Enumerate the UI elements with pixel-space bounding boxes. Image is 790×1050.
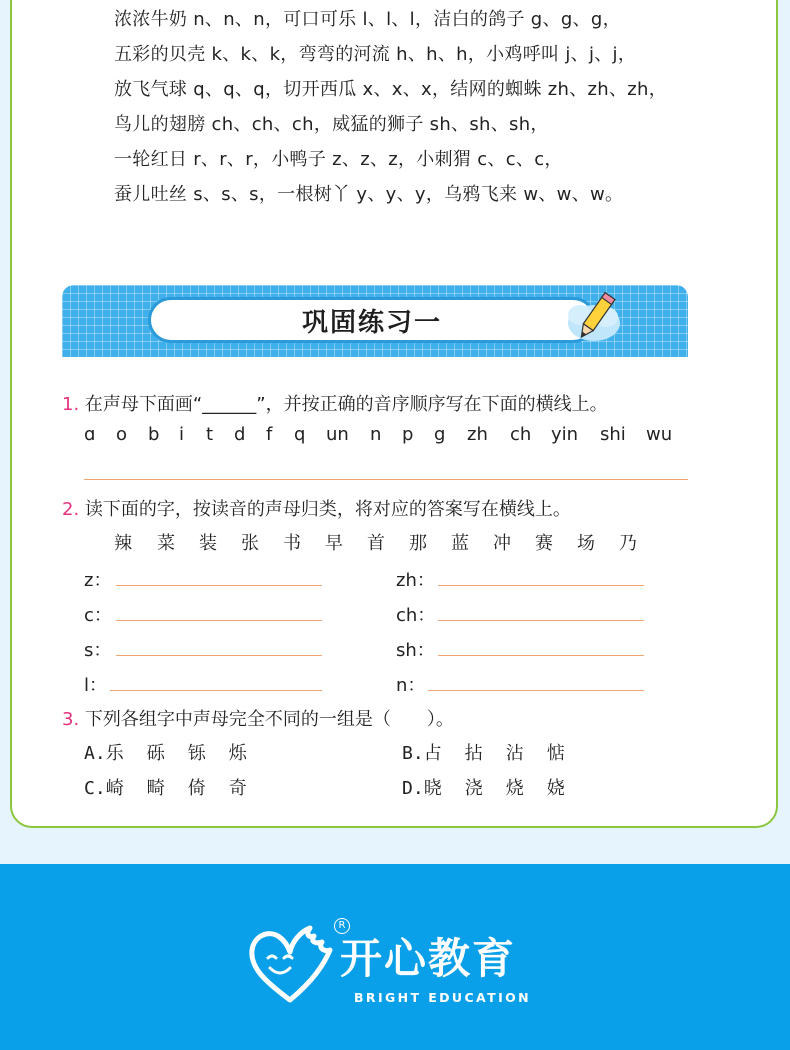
pinyin-letter: o: [116, 424, 128, 445]
pinyin-letter: t: [206, 424, 214, 445]
pinyin-letter: i: [179, 424, 185, 445]
brand-footer: [0, 864, 790, 1050]
hanzi-char: 蓝: [451, 533, 469, 554]
hanzi-char: 冲: [493, 533, 511, 554]
answer-line-sh[interactable]: [438, 655, 644, 656]
hanzi-char: 首: [367, 533, 385, 554]
option-char: 烧: [505, 778, 524, 799]
rhyme-line: 鸟儿的翅膀 ch、ch、ch，威猛的狮子 sh、sh、sh，: [114, 114, 549, 135]
hanzi-char: 张: [241, 533, 259, 554]
question-text: 下列各组字中声母完全不同的一组是（ ）。: [84, 709, 454, 730]
option-char: 倚: [187, 778, 206, 799]
hanzi-char: 菜: [157, 533, 175, 554]
option-key: D.: [402, 778, 424, 799]
pinyin-letter: n: [370, 424, 382, 445]
answer-line-c[interactable]: [116, 620, 322, 621]
option-char: 砾: [146, 743, 165, 764]
label-s: s：: [84, 640, 112, 661]
pinyin-letter: p: [402, 424, 414, 445]
option-char: 崎: [105, 778, 124, 799]
answer-line-l[interactable]: [110, 690, 322, 691]
option-char: 晓: [423, 778, 442, 799]
pinyin-letter: ch: [510, 424, 532, 445]
option-char: 浇: [464, 778, 483, 799]
question-number: 1.: [62, 394, 80, 415]
option-char: 奇: [228, 778, 247, 799]
label-z: z：: [84, 570, 112, 591]
character-row: [114, 529, 654, 557]
pinyin-letter: ɑ: [84, 424, 96, 445]
section-banner: [62, 285, 688, 357]
pinyin-letter: zh: [467, 424, 488, 445]
pinyin-letter: d: [234, 424, 246, 445]
rhyme-line: 浓浓牛奶 n、n、n，可口可乐 l、l、l，洁白的鸽子 g、g、g，: [114, 9, 621, 30]
answer-line-q1[interactable]: [84, 479, 688, 480]
question-text: 在声母下面画“______”，并按正确的音序顺序写在下面的横线上。: [84, 394, 608, 415]
option-char: 沾: [505, 743, 524, 764]
option-char: 铄: [187, 743, 206, 764]
answer-line-zh[interactable]: [438, 585, 644, 586]
option-char: 娆: [546, 778, 565, 799]
option-c[interactable]: [84, 774, 270, 800]
answer-line-ch[interactable]: [438, 620, 644, 621]
pinyin-letter: un: [326, 424, 349, 445]
question-1: [62, 390, 608, 416]
option-b[interactable]: [402, 739, 588, 765]
answer-line-n[interactable]: [428, 690, 644, 691]
question-text: 读下面的字，按读音的声母归类，将对应的答案写在横线上。: [84, 499, 571, 520]
rhyme-line: 五彩的贝壳 k、k、k，弯弯的河流 h、h、h，小鸡呼叫 j、j、j，: [114, 44, 637, 65]
option-char: 占: [423, 743, 442, 764]
pinyin-letter: yin: [551, 424, 579, 445]
rhyme-line: 放飞气球 q、q、q，切开西瓜 x、x、x，结网的蜘蛛 zh、zh、zh，: [114, 79, 668, 100]
hanzi-char: 那: [409, 533, 427, 554]
hanzi-char: 辣: [114, 533, 132, 554]
hanzi-char: 场: [577, 533, 595, 554]
option-key: B.: [402, 743, 424, 764]
option-char: 惦: [546, 743, 565, 764]
option-char: 拈: [464, 743, 483, 764]
answer-line-s[interactable]: [116, 655, 322, 656]
brand-name-cn: 开心教育: [340, 934, 517, 983]
pencil-icon: [560, 289, 624, 351]
pinyin-letter: b: [148, 424, 160, 445]
question-3: [62, 705, 454, 731]
pinyin-letter-row: [84, 424, 684, 450]
option-char: 畸: [146, 778, 165, 799]
option-char: 乐: [105, 743, 124, 764]
question-number: 2.: [62, 499, 80, 520]
worksheet-card: [10, 0, 778, 828]
pinyin-letter: f: [266, 424, 273, 445]
question-number: 3.: [62, 709, 80, 730]
label-sh: sh：: [396, 640, 435, 661]
hanzi-char: 装: [199, 533, 217, 554]
pinyin-letter: wu: [646, 424, 673, 445]
section-title: 巩固练习一: [301, 307, 442, 338]
smiling-heart-logo-icon: [244, 918, 336, 1008]
rhyme-line: 一轮红日 r、r、r，小鸭子 z、z、z，小刺猬 c、c、c，: [114, 149, 563, 170]
label-zh: zh：: [396, 570, 435, 591]
hanzi-char: 赛: [535, 533, 553, 554]
label-ch: ch：: [396, 605, 436, 626]
label-c: c：: [84, 605, 112, 626]
label-l: l：: [84, 675, 108, 696]
registered-mark: R: [334, 918, 350, 934]
rhyme-line: 蚕儿吐丝 s、s、s，一根树丫 y、y、y，乌鸦飞来 w、w、w。: [114, 184, 624, 205]
answer-line-z[interactable]: [116, 585, 322, 586]
option-key: A.: [84, 743, 106, 764]
pinyin-letter: shi: [600, 424, 626, 445]
label-n: n：: [396, 675, 426, 696]
option-d[interactable]: [402, 774, 588, 800]
question-2: [62, 495, 571, 521]
pinyin-letter: g: [434, 424, 446, 445]
hanzi-char: 乃: [619, 533, 637, 554]
option-char: 烁: [228, 743, 247, 764]
hanzi-char: 书: [283, 533, 301, 554]
hanzi-char: 早: [325, 533, 343, 554]
pinyin-letter: q: [294, 424, 306, 445]
option-key: C.: [84, 778, 106, 799]
brand-name-en: BRIGHT EDUCATION: [354, 990, 532, 1005]
option-a[interactable]: [84, 739, 270, 765]
banner-pill: [148, 297, 596, 343]
